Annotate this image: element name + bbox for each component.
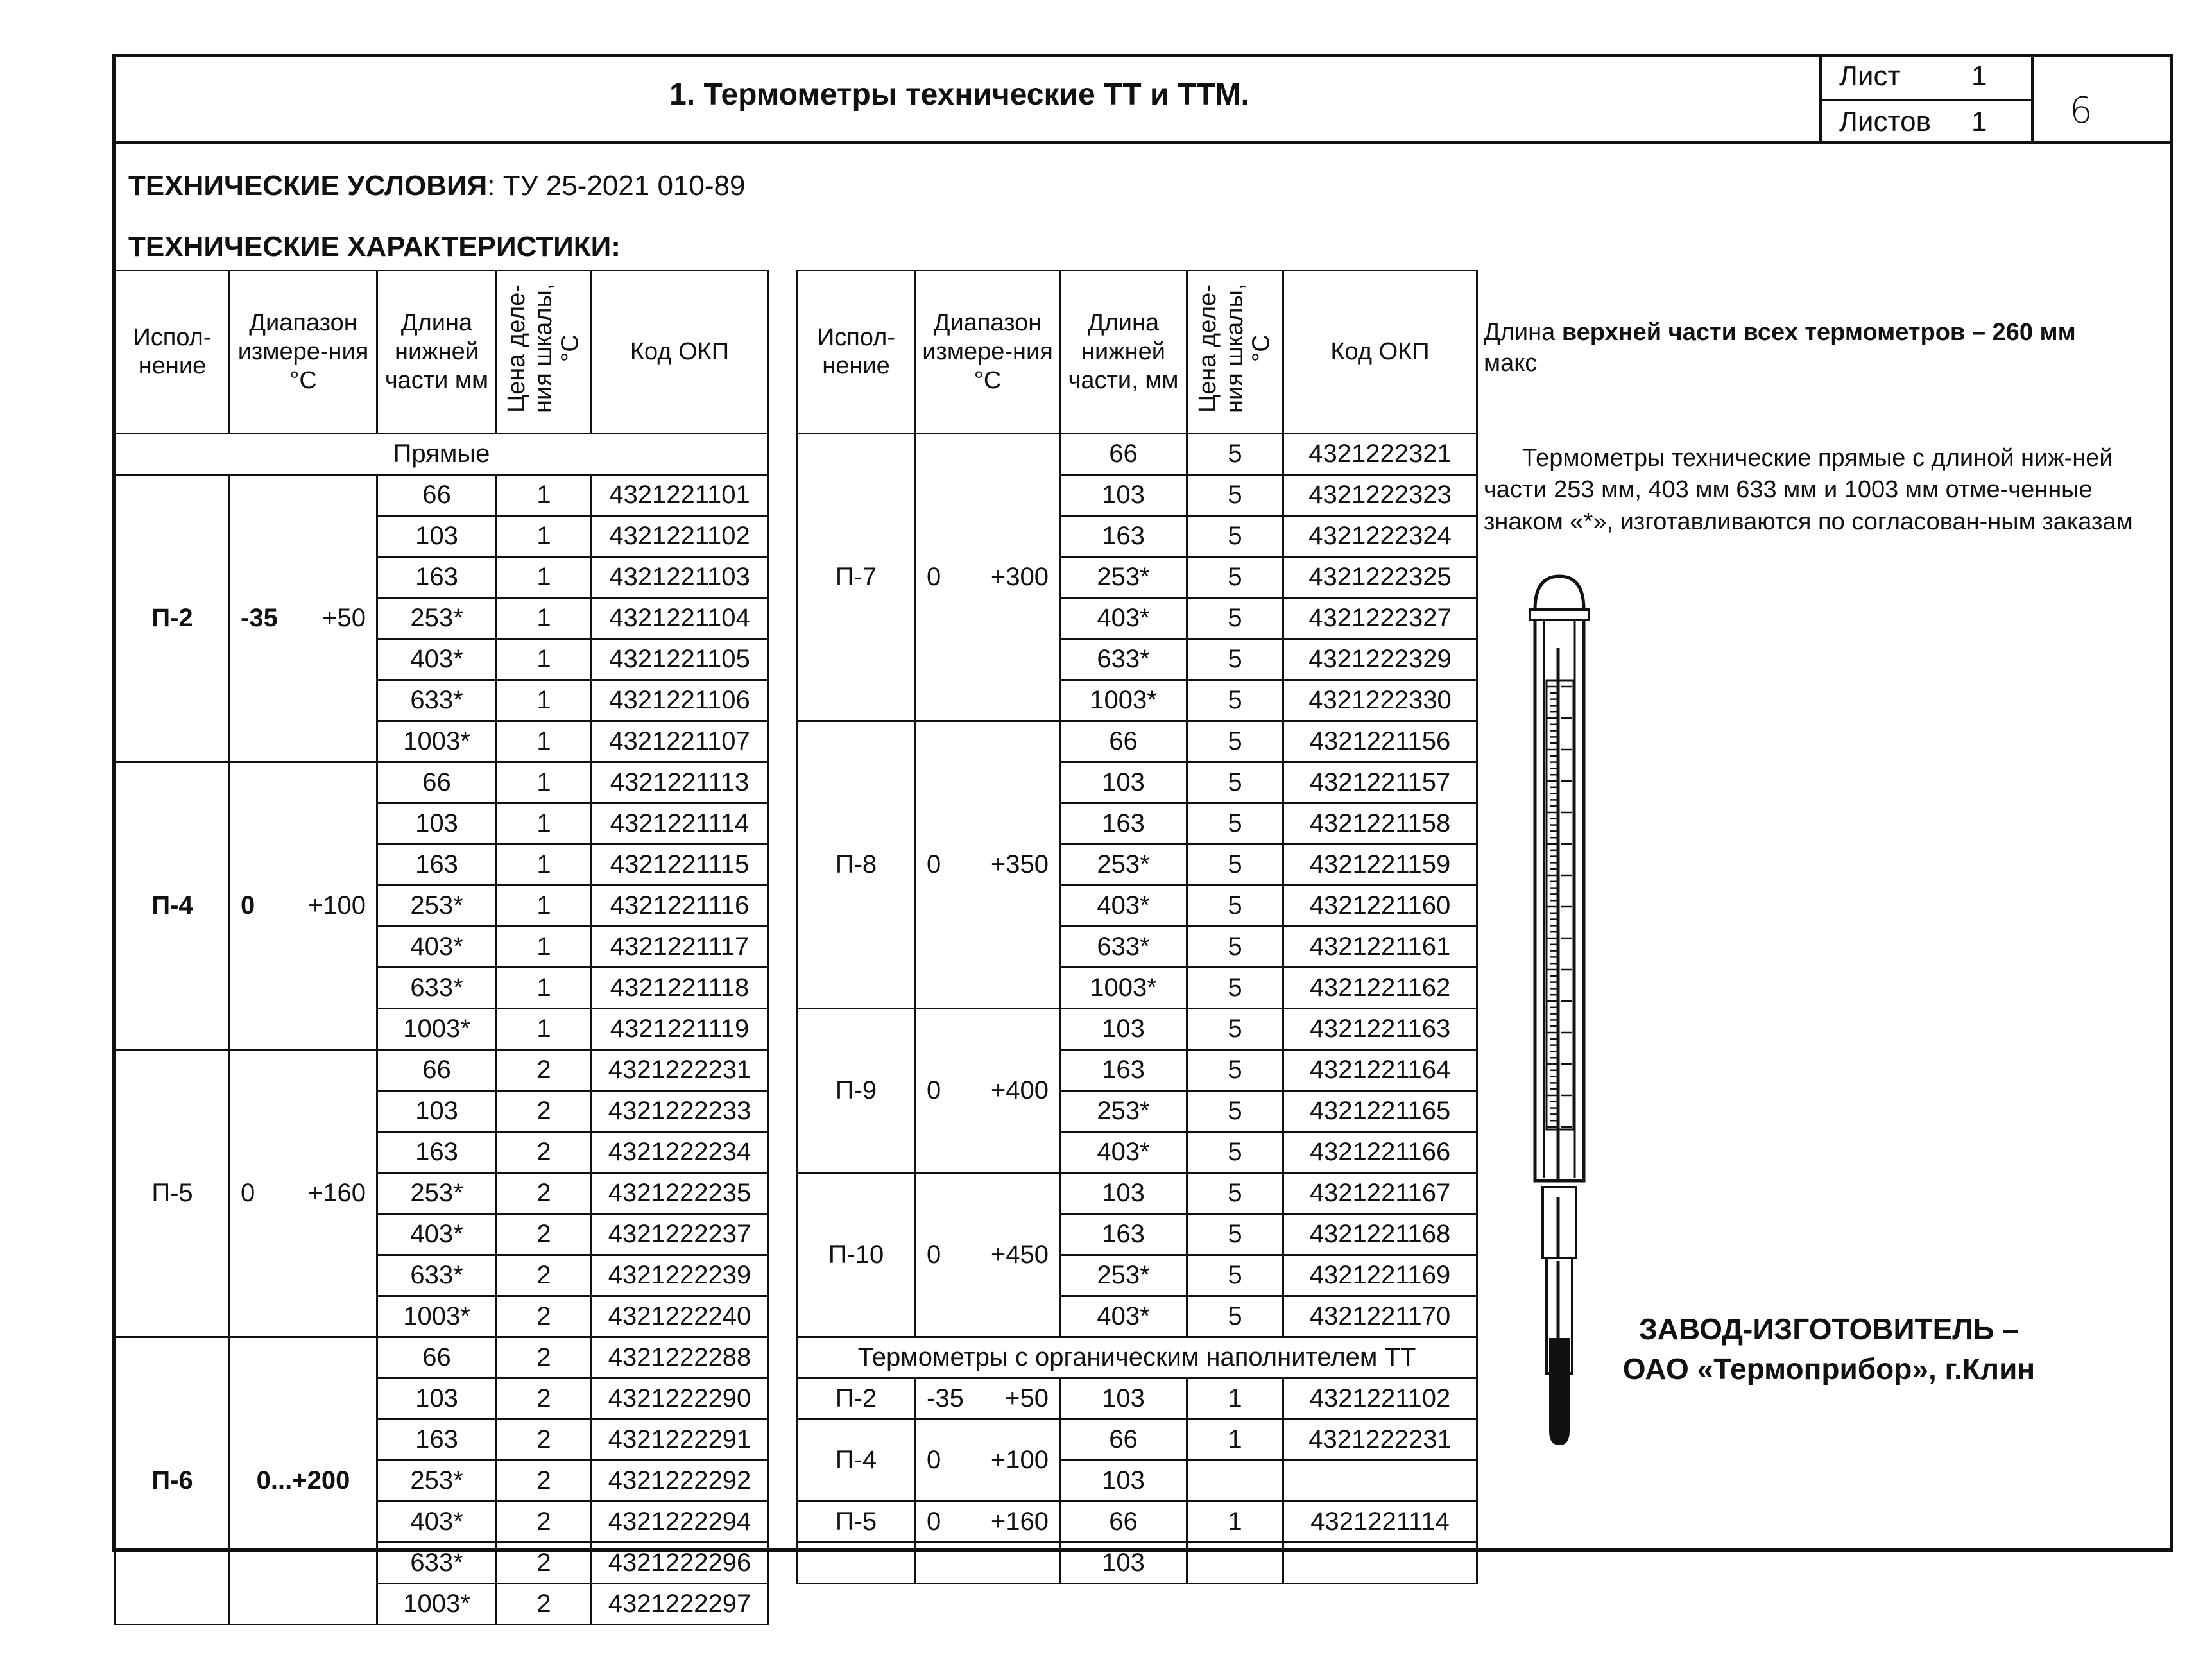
okp-code-cell: 4321221156 — [1283, 721, 1477, 762]
range-cell — [230, 1337, 377, 1624]
page-title: 1. Термометры технические ТТ и ТТМ. — [669, 78, 1249, 112]
variant-cell: П-5 — [797, 1501, 916, 1542]
range-cell — [230, 1049, 377, 1337]
okp-code-cell: 4321221113 — [592, 762, 768, 803]
sheets-row — [1822, 101, 2031, 144]
right-spec-table — [796, 270, 1478, 1584]
length-cell: 163 — [377, 844, 497, 885]
conditions-value: : ТУ 25-2021 010-89 — [487, 170, 746, 202]
okp-code-cell: 4321221117 — [592, 926, 768, 967]
division-cell: 1 — [497, 885, 592, 926]
division-cell: 2 — [497, 1583, 592, 1624]
variant-cell: П-7 — [797, 433, 916, 721]
okp-code-cell: 4321222237 — [592, 1214, 768, 1255]
division-cell: 2 — [497, 1460, 592, 1501]
length-cell: 103 — [377, 515, 497, 556]
length-cell: 403* — [1060, 1131, 1187, 1172]
length-cell: 66 — [377, 1049, 497, 1090]
length-cell: 403* — [377, 639, 497, 680]
length-cell: 66 — [1060, 721, 1187, 762]
okp-code-cell: 4321221114 — [592, 803, 768, 844]
division-cell: 2 — [497, 1131, 592, 1172]
okp-code-cell: 4321221105 — [592, 639, 768, 680]
division-cell: 5 — [1187, 639, 1283, 680]
division-cell: 5 — [1187, 597, 1283, 639]
manufacturer-line1: ЗАВОД-ИЗГОТОВИТЕЛЬ – — [1638, 1312, 2019, 1346]
header-text: Код ОКП — [630, 338, 730, 365]
range-high: +350 — [990, 850, 1049, 879]
variant-cell: П-4 — [116, 762, 230, 1049]
range-low: 0 — [927, 1507, 941, 1536]
division-cell: 5 — [1187, 1049, 1283, 1090]
section-row — [797, 1337, 1477, 1378]
range-cell — [916, 1419, 1060, 1501]
okp-code-cell: 4321221102 — [1283, 1378, 1477, 1419]
range-cell — [916, 1008, 1060, 1172]
length-cell: 1003* — [377, 721, 497, 762]
division-cell — [1187, 1460, 1283, 1501]
range-cell — [916, 1378, 1060, 1419]
upper-length-prefix: Длина — [1484, 319, 1562, 346]
division-cell: 5 — [1187, 844, 1283, 885]
okp-code-cell: 4321221116 — [592, 885, 768, 926]
range-low: 0 — [927, 1446, 941, 1475]
okp-code-cell — [1283, 1542, 1477, 1583]
upper-length-bold: верхней части всех термометров – 260 мм — [1561, 319, 2076, 346]
division-cell: 5 — [1187, 721, 1283, 762]
okp-code-cell: 4321222321 — [1283, 433, 1477, 474]
organic-section-label: Термометры с органическим наполнителем ТТ — [797, 1337, 1477, 1378]
header-text-vertical: Цена деле-ния шкалы, °С — [502, 283, 584, 414]
length-cell: 66 — [377, 1337, 497, 1378]
length-cell: 103 — [377, 1090, 497, 1131]
okp-code-cell: 4321221118 — [592, 967, 768, 1008]
range-high: +50 — [322, 604, 366, 633]
header-text: Длина нижней части мм — [384, 309, 489, 394]
header-text: Диапазон измере-ния °С — [922, 309, 1053, 394]
length-cell: 103 — [377, 803, 497, 844]
range-high: +160 — [990, 1507, 1049, 1536]
length-cell: 1003* — [377, 1008, 497, 1049]
okp-code-cell: 4321222291 — [592, 1419, 768, 1460]
okp-code-cell: 4321221165 — [1283, 1090, 1477, 1131]
division-cell: 2 — [497, 1090, 592, 1131]
length-cell: 403* — [1060, 1296, 1187, 1337]
length-cell: 163 — [377, 1131, 497, 1172]
division-cell: 1 — [497, 1008, 592, 1049]
length-cell: 633* — [1060, 639, 1187, 680]
okp-code-cell — [1283, 1460, 1477, 1501]
length-cell: 253* — [1060, 1255, 1187, 1296]
length-cell: 403* — [377, 926, 497, 967]
okp-code-cell: 4321222294 — [592, 1501, 768, 1542]
okp-code-cell: 4321222327 — [1283, 597, 1477, 639]
length-cell: 403* — [377, 1214, 497, 1255]
length-cell: 163 — [377, 556, 497, 597]
range-high: +50 — [1005, 1384, 1049, 1413]
thermometer-icon — [1521, 571, 1598, 1457]
range-high: +100 — [307, 891, 366, 920]
division-cell: 5 — [1187, 515, 1283, 556]
range-low: 0 — [927, 1076, 941, 1105]
okp-code-cell: 4321222233 — [592, 1090, 768, 1131]
length-cell: 253* — [377, 597, 497, 639]
length-cell: 403* — [1060, 597, 1187, 639]
length-cell: 103 — [377, 1378, 497, 1419]
length-cell: 163 — [1060, 515, 1187, 556]
okp-code-cell: 4321221170 — [1283, 1296, 1477, 1337]
division-cell: 1 — [497, 721, 592, 762]
range-low: 0 — [927, 1240, 941, 1269]
division-cell: 1 — [497, 515, 592, 556]
table-row — [116, 1337, 768, 1378]
length-cell: 633* — [377, 1542, 497, 1583]
okp-code-cell: 4321222235 — [592, 1172, 768, 1214]
okp-code-cell: 4321222292 — [592, 1460, 768, 1501]
okp-code-cell: 4321221160 — [1283, 885, 1477, 926]
division-cell: 2 — [497, 1214, 592, 1255]
variant-cell: П-2 — [797, 1378, 916, 1419]
length-cell: 103 — [1060, 1378, 1187, 1419]
header-text: Испол-нение — [816, 323, 895, 380]
range-high: +100 — [990, 1446, 1049, 1475]
division-cell: 1 — [497, 762, 592, 803]
length-cell: 163 — [377, 1419, 497, 1460]
header-cell — [1283, 271, 1477, 434]
page-number: 6 — [2070, 90, 2093, 132]
table-header-row — [797, 271, 1477, 434]
division-cell: 5 — [1187, 556, 1283, 597]
division-cell: 2 — [497, 1378, 592, 1419]
table-row — [797, 721, 1477, 762]
table-header-row — [116, 271, 768, 434]
okp-code-cell: 4321221106 — [592, 680, 768, 721]
length-cell: 403* — [1060, 885, 1187, 926]
header-cell — [1060, 271, 1187, 434]
okp-code-cell: 4321221104 — [592, 597, 768, 639]
division-cell: 5 — [1187, 474, 1283, 515]
division-cell: 1 — [497, 803, 592, 844]
range-cell — [230, 762, 377, 1049]
length-cell: 66 — [377, 762, 497, 803]
range-high: +450 — [990, 1240, 1049, 1269]
division-cell: 5 — [1187, 680, 1283, 721]
okp-code-cell: 4321221163 — [1283, 1008, 1477, 1049]
okp-code-cell: 4321221119 — [592, 1008, 768, 1049]
length-cell: 1003* — [377, 1296, 497, 1337]
range-cell — [916, 721, 1060, 1008]
okp-code-cell: 4321222234 — [592, 1131, 768, 1172]
thermometer-illustration — [1521, 571, 1598, 1460]
okp-code-cell: 4321222323 — [1283, 474, 1477, 515]
okp-code-cell: 4321221168 — [1283, 1214, 1477, 1255]
table-row — [797, 1501, 1477, 1542]
division-cell: 1 — [497, 474, 592, 515]
upper-length-suffix: макс — [1484, 349, 1538, 377]
variant-cell — [797, 1542, 916, 1583]
length-cell: 253* — [1060, 556, 1187, 597]
table-row — [797, 1378, 1477, 1419]
okp-code-cell: 4321221101 — [592, 474, 768, 515]
length-cell: 633* — [377, 1255, 497, 1296]
range-cell — [916, 1542, 1060, 1583]
page-number-box — [2031, 54, 2173, 144]
header-cell — [230, 271, 377, 434]
range-cell — [916, 1501, 1060, 1542]
table-row — [116, 474, 768, 515]
header-text: Длина нижней части, мм — [1068, 309, 1179, 394]
division-cell: 1 — [497, 844, 592, 885]
okp-code-cell: 4321221107 — [592, 721, 768, 762]
sheets-label: Листов — [1839, 106, 1931, 137]
division-cell — [1187, 1542, 1283, 1583]
conditions-heading — [128, 170, 745, 202]
upper-length-note — [1484, 318, 2151, 379]
division-cell: 5 — [1187, 926, 1283, 967]
okp-code-cell: 4321221166 — [1283, 1131, 1477, 1172]
header-cell — [377, 271, 497, 434]
okp-code-cell: 4321221167 — [1283, 1172, 1477, 1214]
division-cell: 2 — [497, 1172, 592, 1214]
sheet-value: 1 — [1971, 60, 1987, 92]
range-cell — [916, 1172, 1060, 1337]
table-row — [797, 1172, 1477, 1214]
length-cell: 1003* — [1060, 967, 1187, 1008]
okp-code-cell: 4321221159 — [1283, 844, 1477, 885]
division-cell: 5 — [1187, 1172, 1283, 1214]
manufacturer-line2: ОАО «Термоприбор», г.Клин — [1622, 1352, 2036, 1386]
division-cell: 1 — [497, 967, 592, 1008]
division-cell: 2 — [497, 1501, 592, 1542]
range-low: -35 — [241, 604, 278, 633]
conditions-label: ТЕХНИЧЕСКИЕ УСЛОВИЯ — [128, 170, 488, 202]
characteristics-heading — [128, 231, 621, 263]
header-cell — [797, 271, 916, 434]
okp-code-cell: 4321222297 — [592, 1583, 768, 1624]
division-cell: 2 — [497, 1255, 592, 1296]
length-cell: 66 — [1060, 1419, 1187, 1460]
okp-code-cell: 4321222288 — [592, 1337, 768, 1378]
division-cell: 5 — [1187, 433, 1283, 474]
length-cell: 253* — [1060, 844, 1187, 885]
okp-code-cell: 4321222240 — [592, 1296, 768, 1337]
table-row — [797, 433, 1477, 474]
length-cell: 103 — [1060, 1172, 1187, 1214]
header-cell — [916, 271, 1060, 434]
variant-cell: П-10 — [797, 1172, 916, 1337]
range-cell — [916, 433, 1060, 721]
division-cell: 2 — [497, 1419, 592, 1460]
table-row — [797, 1008, 1477, 1049]
length-cell: 66 — [1060, 433, 1187, 474]
division-cell: 1 — [1187, 1378, 1283, 1419]
okp-code-cell: 4321221161 — [1283, 926, 1477, 967]
division-cell: 5 — [1187, 885, 1283, 926]
length-cell: 633* — [377, 967, 497, 1008]
division-cell: 1 — [1187, 1501, 1283, 1542]
length-cell: 163 — [1060, 1049, 1187, 1090]
sheet-label: Лист — [1839, 60, 1901, 92]
range-high: +400 — [990, 1076, 1049, 1105]
sheets-value: 1 — [1971, 106, 1987, 137]
header-text: Диапазон измере-ния °С — [237, 309, 369, 394]
division-cell: 5 — [1187, 1008, 1283, 1049]
special-order-note: Термометры технические прямые с длиной ниж-ней части 253 мм, 403 мм 633 мм и 1003 мм отме-ченные знаком «*», изготавливаются по согласован-ным заказам — [1484, 445, 2133, 535]
division-cell: 1 — [497, 556, 592, 597]
okp-code-cell: 4321221115 — [592, 844, 768, 885]
division-cell: 1 — [497, 680, 592, 721]
length-cell: 103 — [1060, 1008, 1187, 1049]
header-cell — [1187, 271, 1283, 434]
length-cell: 1003* — [1060, 680, 1187, 721]
header-cell — [592, 271, 768, 434]
range-high: +160 — [307, 1179, 366, 1208]
table-row — [116, 762, 768, 803]
okp-code-cell: 4321221102 — [592, 515, 768, 556]
length-cell: 163 — [1060, 1214, 1187, 1255]
okp-code-cell: 4321222324 — [1283, 515, 1477, 556]
division-cell: 1 — [1187, 1419, 1283, 1460]
range-low: 0 — [927, 563, 941, 592]
range-high: +300 — [990, 563, 1049, 592]
okp-code-cell: 4321222290 — [592, 1378, 768, 1419]
variant-cell: П-9 — [797, 1008, 916, 1172]
table-row — [797, 1419, 1477, 1460]
division-cell: 5 — [1187, 1131, 1283, 1172]
division-cell: 5 — [1187, 967, 1283, 1008]
variant-cell: П-4 — [797, 1419, 916, 1501]
okp-code-cell: 4321221162 — [1283, 967, 1477, 1008]
okp-code-cell: 4321222296 — [592, 1542, 768, 1583]
length-cell: 1003* — [377, 1583, 497, 1624]
range-cell — [230, 474, 377, 762]
header-text: Испол-нение — [133, 323, 212, 380]
table-row — [116, 1049, 768, 1090]
okp-code-cell: 4321221114 — [1283, 1501, 1477, 1542]
division-cell: 2 — [497, 1049, 592, 1090]
range-low: 0 — [927, 850, 941, 879]
length-cell: 103 — [1060, 474, 1187, 515]
length-cell: 103 — [1060, 1460, 1187, 1501]
length-cell: 66 — [377, 474, 497, 515]
division-cell: 5 — [1187, 1090, 1283, 1131]
table-row — [797, 1542, 1477, 1583]
length-cell: 253* — [377, 1460, 497, 1501]
range-value: 0...+200 — [256, 1466, 350, 1495]
division-cell: 1 — [497, 597, 592, 639]
okp-code-cell: 4321222239 — [592, 1255, 768, 1296]
manufacturer-block — [1604, 1309, 2053, 1389]
range-low: -35 — [927, 1384, 964, 1413]
range-low: 0 — [241, 891, 255, 920]
length-cell: 403* — [377, 1501, 497, 1542]
division-cell: 2 — [497, 1542, 592, 1583]
division-cell: 1 — [497, 926, 592, 967]
division-cell: 2 — [497, 1337, 592, 1378]
division-cell: 1 — [497, 639, 592, 680]
length-cell: 66 — [1060, 1501, 1187, 1542]
variant-cell: П-8 — [797, 721, 916, 1008]
variant-cell: П-5 — [116, 1049, 230, 1337]
length-cell: 633* — [1060, 926, 1187, 967]
variant-cell: П-2 — [116, 474, 230, 762]
length-cell: 253* — [377, 1172, 497, 1214]
division-cell: 5 — [1187, 803, 1283, 844]
length-cell: 253* — [1060, 1090, 1187, 1131]
section-label: Прямые — [116, 433, 768, 474]
division-cell: 2 — [497, 1296, 592, 1337]
okp-code-cell: 4321222330 — [1283, 680, 1477, 721]
left-spec-table — [114, 270, 769, 1625]
length-cell: 103 — [1060, 762, 1187, 803]
okp-code-cell: 4321222231 — [592, 1049, 768, 1090]
division-cell: 5 — [1187, 1214, 1283, 1255]
division-cell: 5 — [1187, 1255, 1283, 1296]
characteristics-label: ТЕХНИЧЕСКИЕ ХАРАКТЕРИСТИКИ: — [128, 231, 621, 262]
header-text-vertical: Цена деле-ния шкалы, °С — [1194, 283, 1275, 414]
okp-code-cell: 4321221169 — [1283, 1255, 1477, 1296]
okp-code-cell: 4321221158 — [1283, 803, 1477, 844]
length-cell: 103 — [1060, 1542, 1187, 1583]
header-text: Код ОКП — [1330, 338, 1430, 365]
header-cell — [116, 271, 230, 434]
okp-code-cell: 4321222325 — [1283, 556, 1477, 597]
okp-code-cell: 4321222231 — [1283, 1419, 1477, 1460]
section-row — [116, 433, 768, 474]
variant-cell: П-6 — [116, 1337, 230, 1624]
length-cell: 253* — [377, 885, 497, 926]
division-cell: 5 — [1187, 1296, 1283, 1337]
okp-code-cell: 4321222329 — [1283, 639, 1477, 680]
okp-code-cell: 4321221103 — [592, 556, 768, 597]
header-cell — [497, 271, 592, 434]
length-cell: 163 — [1060, 803, 1187, 844]
okp-code-cell: 4321221157 — [1283, 762, 1477, 803]
okp-code-cell: 4321221164 — [1283, 1049, 1477, 1090]
length-cell: 633* — [377, 680, 497, 721]
sheet-row — [1822, 55, 2031, 101]
division-cell: 5 — [1187, 762, 1283, 803]
range-low: 0 — [241, 1179, 255, 1208]
